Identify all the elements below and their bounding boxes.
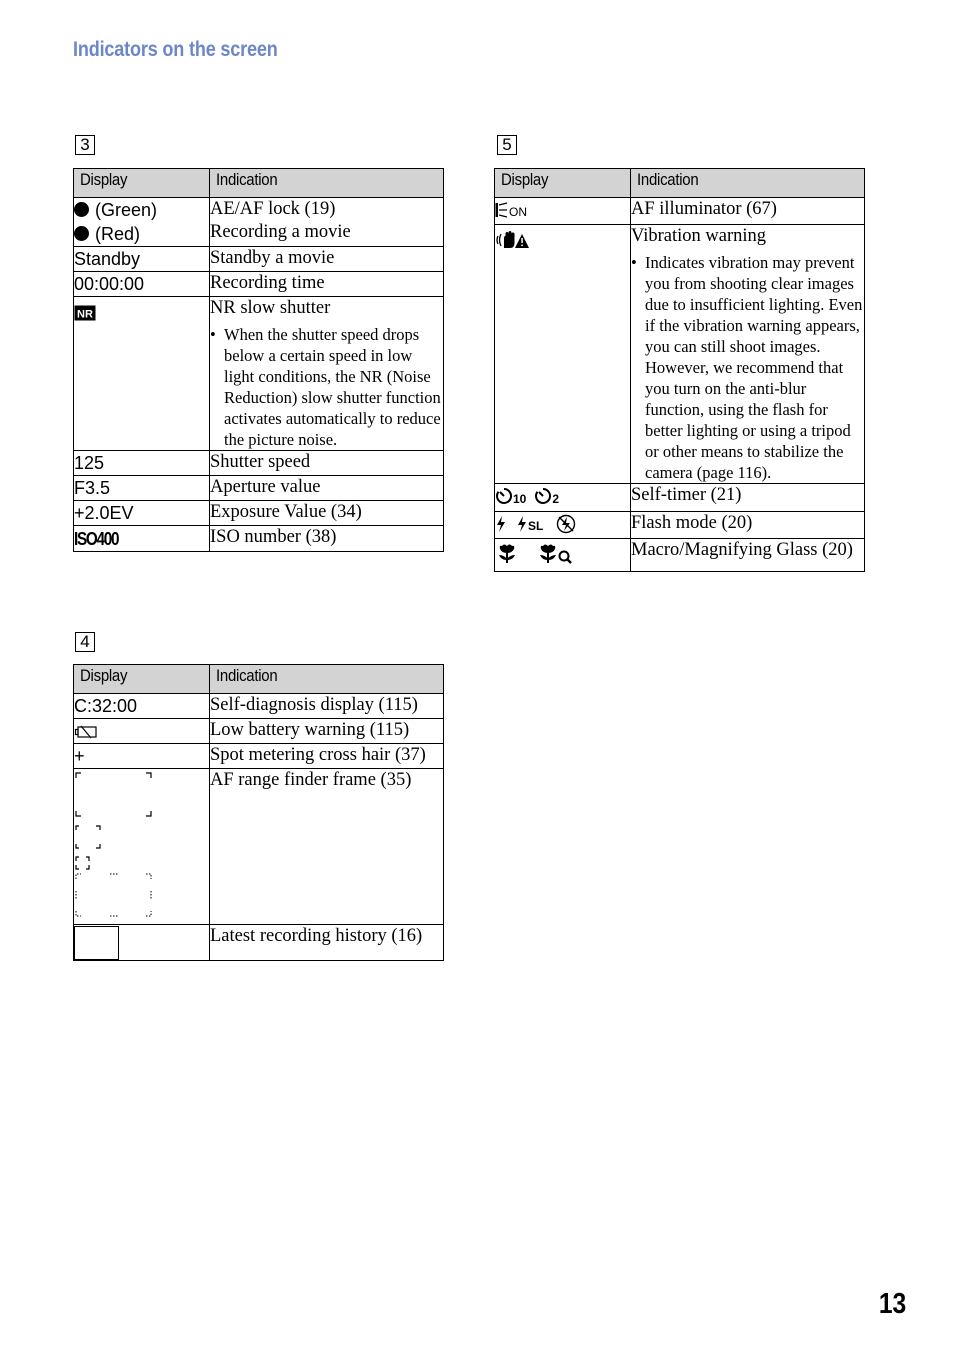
indication-cell: Aperture value: [210, 476, 444, 501]
display-cell: (Green) (Red): [74, 198, 210, 247]
indication-cell: Vibration warning • Indicates vibration may prevent you from shooting clear images due to insufficient lighting. Even if the vibration warning appears, you can still shoot images. However, we recommend that you turn on the anti-blur function, using the flash for better lighting or using a tripod or other means to stabilize the camera (page 116).: [631, 225, 865, 484]
table-row: [74, 526, 444, 552]
display-cell: [495, 198, 631, 225]
page-title: Indicators on the screen: [73, 38, 278, 61]
iso400-icon: ISO400: [74, 529, 119, 550]
page-number: 13: [878, 1288, 906, 1320]
table-row: [74, 297, 444, 451]
indication-cell: Shutter speed: [210, 451, 444, 476]
table-header-row: [495, 169, 865, 198]
table-row: [495, 198, 865, 225]
table-row: [74, 272, 444, 297]
display-cell: C:32:00: [74, 694, 210, 719]
display-cell: [74, 719, 210, 744]
indication-cell: NR slow shutter • When the shutter speed drops below a certain speed in low light conditions, the NR (Noise Reduction) slow shutter function activates automatically to reduce the picture noise.: [210, 297, 444, 451]
display-cell: +: [74, 744, 210, 769]
table-row: [74, 744, 444, 769]
indication-cell: Flash mode (20): [631, 511, 865, 538]
display-cell: [74, 769, 210, 925]
table-row: [495, 538, 865, 571]
display-cell: [495, 511, 631, 538]
indication-cell: Spot metering cross hair (37): [210, 744, 444, 769]
nr-icon: [74, 305, 96, 321]
indication-cell: AE/AF lock (19) Recording a movie: [210, 198, 444, 247]
indication-cell: Macro/Magnifying Glass (20): [631, 538, 865, 571]
table-row: [495, 511, 865, 538]
display-column-header: Display: [74, 169, 210, 198]
vibration-warning-icon: [495, 230, 529, 250]
table-row: [74, 501, 444, 526]
section-5-table: [494, 168, 865, 572]
display-cell: 125: [74, 451, 210, 476]
red-dot-icon: [74, 226, 89, 241]
display-column-header: Display: [74, 665, 210, 694]
bullet-note: • Indicates vibration may prevent you from shooting clear images due to insufficient lighting. Even if the vibration warning appears, you can still shoot images. However, we recommend that you turn on the anti-blur function, using the flash for better lighting or using a tripod or other means to stabilize the camera (page 116).: [631, 253, 863, 483]
empty-box-icon: [74, 926, 119, 960]
flash-mode-icon: SL: [495, 512, 576, 538]
low-battery-icon: [74, 725, 98, 739]
indication-cell: Standby a movie: [210, 247, 444, 272]
svg-text:NR: NR: [77, 308, 93, 321]
table-row: [74, 769, 444, 925]
section-3-table: [73, 168, 444, 552]
indication-cell: Recording time: [210, 272, 444, 297]
display-cell: 00:00:00: [74, 272, 210, 297]
table-row: [74, 925, 444, 961]
display-cell: F3.5: [74, 476, 210, 501]
table-row: [74, 719, 444, 744]
display-cell: Standby: [74, 247, 210, 272]
indication-cell: ISO number (38): [210, 526, 444, 552]
indication-cell: Self-diagnosis display (115): [210, 694, 444, 719]
section-5-number: 5: [497, 135, 517, 155]
green-dot-icon: [74, 202, 89, 217]
table-row: [495, 225, 865, 484]
table-row: [74, 476, 444, 501]
indication-column-header: Indication: [210, 169, 444, 198]
display-cell: [74, 297, 210, 451]
indication-cell: Exposure Value (34): [210, 501, 444, 526]
indication-cell: AF range finder frame (35): [210, 769, 444, 925]
table-row: [74, 198, 444, 247]
indication-cell: Self-timer (21): [631, 484, 865, 511]
table-row: [74, 451, 444, 476]
indication-column-header: Indication: [210, 665, 444, 694]
display-cell: [495, 484, 631, 511]
display-cell: +2.0EV: [74, 501, 210, 526]
af-illuminator-on-icon: ON: [495, 198, 527, 224]
table-header-row: [74, 169, 444, 198]
display-cell: [74, 526, 210, 552]
af-range-finder-frames-icon: [74, 771, 158, 921]
section-4-number: 4: [75, 632, 95, 652]
indication-cell: Latest recording history (16): [210, 925, 444, 961]
display-cell: [495, 225, 631, 484]
section-4-table: [73, 664, 444, 961]
table-row: [74, 247, 444, 272]
indication-cell: AF illuminator (67): [631, 198, 865, 225]
bullet-note: • When the shutter speed drops below a certain speed in low light conditions, the NR (Noise Reduction) slow shutter function activates automatically to reduce the picture noise.: [210, 325, 441, 449]
indication-cell: Low battery warning (115): [210, 719, 444, 744]
self-timer-icon: 10 2: [495, 485, 559, 511]
display-cell: [74, 925, 210, 961]
indication-column-header: Indication: [631, 169, 865, 198]
macro-magnify-icon: [495, 543, 574, 571]
section-3-number: 3: [75, 135, 95, 155]
display-cell: [495, 538, 631, 571]
table-row: [74, 694, 444, 719]
display-column-header: Display: [495, 169, 631, 198]
table-row: [495, 484, 865, 511]
table-header-row: [74, 665, 444, 694]
